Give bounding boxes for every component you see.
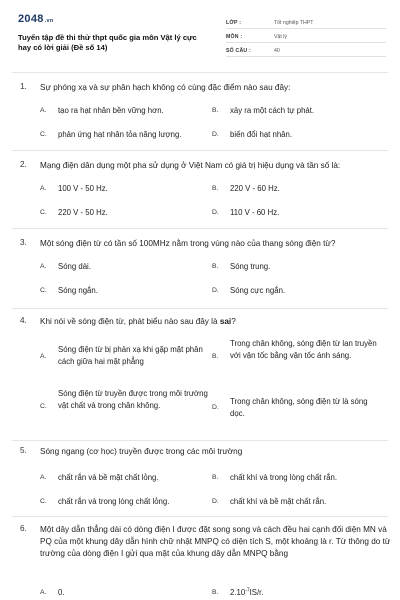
option-text: biến đổi hạt nhân. — [230, 130, 292, 139]
option-letter: B. — [212, 474, 219, 481]
option-text: tạo ra hạt nhân bền vững hơn. — [58, 106, 164, 115]
meta-row-class — [226, 15, 386, 29]
formula-part: IS/r. — [249, 588, 264, 597]
question-text-part: ? — [231, 317, 236, 326]
option-text: chất khí và bề mặt chất rắn. — [230, 497, 327, 506]
option-text: Sóng trung. — [230, 262, 271, 271]
option-letter: B. — [212, 353, 219, 360]
question-text: Một dây dẫn thẳng dài có dòng điện I được đặt song song và cách đều hai cạnh đối diện MN và PQ của một khung dây dẫn hình chữ nhật MNPQ có diện tích S, một khoảng là r. Từ thông do từ trường của dòng điện I gửi qua mặt của khung dây dẫn MNPQ bằng — [40, 525, 391, 558]
option-letter: D. — [212, 404, 219, 411]
exam-title: Tuyển tập đề thi thử thpt quốc gia môn Vật lý cực hay có lời giải (Đề số 14) — [18, 33, 197, 52]
question-text-part: Khi nói về sóng điện từ, phát biểu nào sau đây là — [40, 317, 220, 326]
formula-exponent: -7 — [245, 587, 250, 594]
option-text: phản ứng hạt nhân tỏa năng lượng. — [58, 130, 182, 139]
divider — [12, 72, 388, 73]
question-3 — [0, 238, 400, 302]
option-text: Trong chân không, sóng điện từ là sóng dọc. — [230, 397, 368, 418]
question-number: 3. — [20, 238, 27, 247]
option-text: chất rắn và bề mặt chất lỏng. — [58, 473, 159, 482]
divider — [12, 440, 388, 441]
meta-value: Vật lý — [274, 34, 287, 40]
option-letter: C. — [40, 287, 47, 294]
option-text: 100 V - 50 Hz. — [58, 184, 108, 193]
option-text: Sóng điện từ truyền được trong môi trường vật chất và trong chân không. — [58, 389, 208, 410]
option-letter: C. — [40, 209, 47, 216]
meta-row-count — [226, 43, 386, 57]
option-text: Sóng ngắn. — [58, 286, 98, 295]
meta-label: SỐ CÂU : — [226, 48, 251, 54]
formula-part: 2.10 — [230, 588, 246, 597]
divider — [12, 308, 388, 309]
question-number: 5. — [20, 446, 27, 455]
exam-meta — [226, 15, 386, 57]
option-letter: C. — [40, 131, 47, 138]
meta-value: 40 — [274, 48, 280, 54]
option-text: Sóng dài. — [58, 262, 91, 271]
question-number: 4. — [20, 316, 27, 325]
option-letter: C. — [40, 403, 47, 410]
option-letter: B. — [212, 107, 219, 114]
question-4 — [0, 316, 400, 436]
option-text: 110 V - 60 Hz. — [230, 208, 280, 217]
option-letter: D. — [212, 498, 219, 505]
page-header — [18, 13, 384, 65]
option-text: 220 V - 60 Hz. — [230, 184, 280, 193]
option-letter: A. — [40, 185, 47, 192]
option-text: 0. — [58, 588, 65, 597]
option-letter: A. — [40, 107, 47, 114]
question-text: Sự phóng xạ và sự phân hạch không có cùng đặc điểm nào sau đây: — [40, 83, 291, 92]
option-letter: D. — [212, 287, 219, 294]
question-text: Mạng điện dân dụng một pha sử dụng ở Việt Nam có giá trị hiệu dụng và tần số là: — [40, 161, 341, 170]
option-text: Sóng cực ngắn. — [230, 286, 286, 295]
option-text: Sóng điện từ bị phản xạ khi gặp mặt phân cách giữa hai mặt phẳng — [58, 345, 203, 366]
option-letter: A. — [40, 474, 47, 481]
question-number: 6. — [20, 524, 27, 533]
option-letter: A. — [40, 589, 47, 596]
option-letter: B. — [212, 185, 219, 192]
meta-row-subject — [226, 29, 386, 43]
option-text — [230, 587, 264, 599]
meta-label: LỚP : — [226, 20, 242, 26]
brand-name: 2048 — [18, 13, 44, 25]
option-letter: D. — [212, 209, 219, 216]
option-letter: A. — [40, 263, 47, 270]
divider — [12, 228, 388, 229]
option-text: Trong chân không, sóng điện từ lan truyền với vận tốc bằng vận tốc ánh sáng. — [230, 339, 377, 360]
question-text: Sóng ngang (cơ học) truyền được trong các môi trường — [40, 447, 243, 456]
meta-value: Tốt nghiệp THPT — [274, 20, 314, 26]
question-text: Một sóng điện từ có tần số 100MHz nằm trong vùng nào của thang sóng điện từ? — [40, 239, 336, 248]
brand-suffix: .vn — [44, 18, 54, 24]
option-letter: B. — [212, 263, 219, 270]
option-text: chất rắn và trong lòng chất lỏng. — [58, 497, 170, 506]
question-2 — [0, 160, 400, 224]
option-text: 220 V - 50 Hz. — [58, 208, 108, 217]
option-letter: B. — [212, 589, 219, 596]
question-emphasis: sai — [219, 317, 232, 326]
divider — [12, 150, 388, 151]
meta-label: MÔN : — [226, 34, 243, 40]
option-text: xảy ra một cách tự phát. — [230, 106, 315, 115]
question-6 — [0, 524, 400, 600]
question-number: 1. — [20, 82, 27, 91]
question-1 — [0, 82, 400, 146]
question-5 — [0, 446, 400, 512]
option-letter: A. — [40, 353, 47, 360]
option-letter: C. — [40, 498, 47, 505]
question-number: 2. — [20, 160, 27, 169]
option-letter: D. — [212, 131, 219, 138]
question-text — [40, 316, 390, 328]
option-text: chất khí và trong lòng chất rắn. — [230, 473, 338, 482]
divider — [12, 516, 388, 517]
